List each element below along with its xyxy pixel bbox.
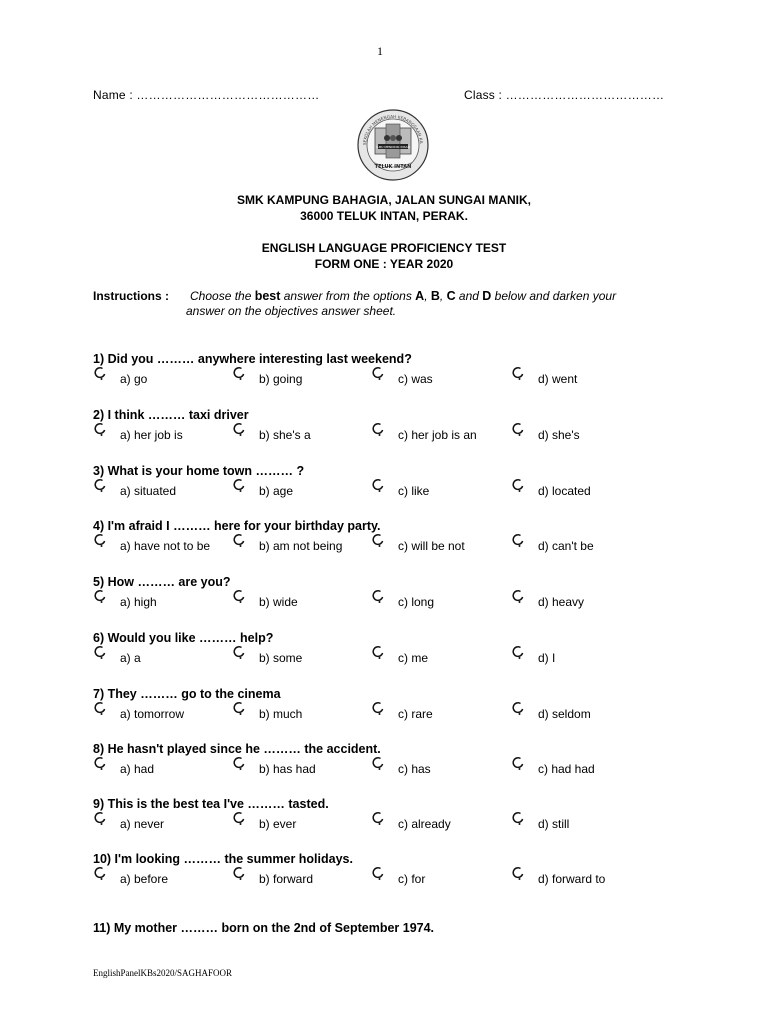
school-address-line2: 36000 TELUK INTAN, PERAK. xyxy=(300,209,468,223)
question-text: 10) I'm looking ……… the summer holidays. xyxy=(93,852,353,866)
option-label: b) forward xyxy=(259,872,314,886)
option-label: b) going xyxy=(259,372,303,386)
question-text: 1) Did you ……… anywhere interesting last weekend? xyxy=(93,352,412,366)
question-text: 4) I'm afraid I ……… here for your birthday party. xyxy=(93,519,381,533)
question-text: 2) I think ……… taxi driver xyxy=(93,408,249,422)
test-subtitle: FORM ONE : YEAR 2020 xyxy=(314,257,454,271)
option-label: c) me xyxy=(398,651,428,665)
option-label: c) has xyxy=(398,762,431,776)
question-3 xyxy=(93,464,733,504)
option-label: d) seldom xyxy=(538,707,591,721)
option-label: b) much xyxy=(259,707,303,721)
question-8 xyxy=(93,742,733,782)
option-label: a) tomorrow xyxy=(120,707,185,721)
name-field: Name : ……………………………………… xyxy=(93,88,320,102)
instructions-text: Choose the best answer from the options A, B, C and D below and darken your answer on the objectives answer sheet. xyxy=(186,289,617,318)
option-label: d) I xyxy=(538,651,556,665)
option-label: a) situated xyxy=(120,484,177,498)
option-label: a) go xyxy=(120,372,148,386)
option-label: d) heavy xyxy=(538,595,585,609)
option-label: c) had had xyxy=(538,762,595,776)
option-label: d) still xyxy=(538,817,570,831)
option-label: b) wide xyxy=(259,595,298,609)
question-text: 8) He hasn't played since he ……… the accident. xyxy=(93,742,381,756)
footer: EnglishPanelKBs2020/SAGHAFOOR xyxy=(93,968,233,978)
question-5 xyxy=(93,575,733,615)
option-label: c) long xyxy=(398,595,435,609)
option-label: c) will be not xyxy=(398,539,465,553)
class-field: Class : ………………………………… xyxy=(464,88,665,102)
option-label: a) have not to be xyxy=(120,539,211,553)
logo-ring-text: SEKOLAH MENENGAH KEBANGSAAN KA xyxy=(361,113,424,146)
option-label: c) for xyxy=(398,872,426,886)
option-label: c) her job is an xyxy=(398,428,477,442)
question-text: 7) They ……… go to the cinema xyxy=(93,687,281,701)
question-7 xyxy=(93,687,733,727)
question-10 xyxy=(93,852,733,892)
option-label: c) rare xyxy=(398,707,433,721)
option-label: d) she's xyxy=(538,428,580,442)
question-1 xyxy=(93,352,733,392)
test-title: ENGLISH LANGUAGE PROFICIENCY TEST xyxy=(261,241,507,255)
school-logo xyxy=(356,108,430,182)
option-label: b) some xyxy=(259,651,303,665)
option-label: b) she's a xyxy=(259,428,311,442)
question-11 xyxy=(93,921,733,961)
option-label: d) located xyxy=(538,484,591,498)
option-label: d) forward to xyxy=(538,872,606,886)
option-label: b) age xyxy=(259,484,294,498)
instructions-label: Instructions : xyxy=(93,289,170,303)
question-text: 5) How ……… are you? xyxy=(93,575,231,589)
question-text: 3) What is your home town ……… ? xyxy=(93,464,305,478)
option-label: b) ever xyxy=(259,817,297,831)
page-number: 1 xyxy=(377,44,383,58)
logo-bottom-text: TELUK INTAN xyxy=(374,164,412,170)
option-label: c) like xyxy=(398,484,430,498)
option-label: a) her job is xyxy=(120,428,183,442)
question-text: 9) This is the best tea I've ……… tasted. xyxy=(93,797,329,811)
option-label: a) before xyxy=(120,872,169,886)
question-6 xyxy=(93,631,733,671)
option-label: b) has had xyxy=(259,762,316,776)
question-text: 11) My mother ……… born on the 2nd of September 1974. xyxy=(93,921,435,935)
question-text: 6) Would you like ……… help? xyxy=(93,631,274,645)
question-9 xyxy=(93,797,733,837)
school-address-line1: SMK KAMPUNG BAHAGIA, JALAN SUNGAI MANIK, xyxy=(237,193,531,207)
option-label: c) already xyxy=(398,817,451,831)
option-label: a) never xyxy=(120,817,165,831)
logo-banner-text: ILMU MENDIDIK INSAN xyxy=(376,145,410,149)
option-label: b) am not being xyxy=(259,539,343,553)
option-label: d) went xyxy=(538,372,578,386)
option-label: d) can't be xyxy=(538,539,594,553)
question-2 xyxy=(93,408,733,448)
option-label: a) high xyxy=(120,595,157,609)
option-label: c) was xyxy=(398,372,433,386)
option-label: a) a xyxy=(120,651,141,665)
option-label: a) had xyxy=(120,762,155,776)
question-4 xyxy=(93,519,733,559)
